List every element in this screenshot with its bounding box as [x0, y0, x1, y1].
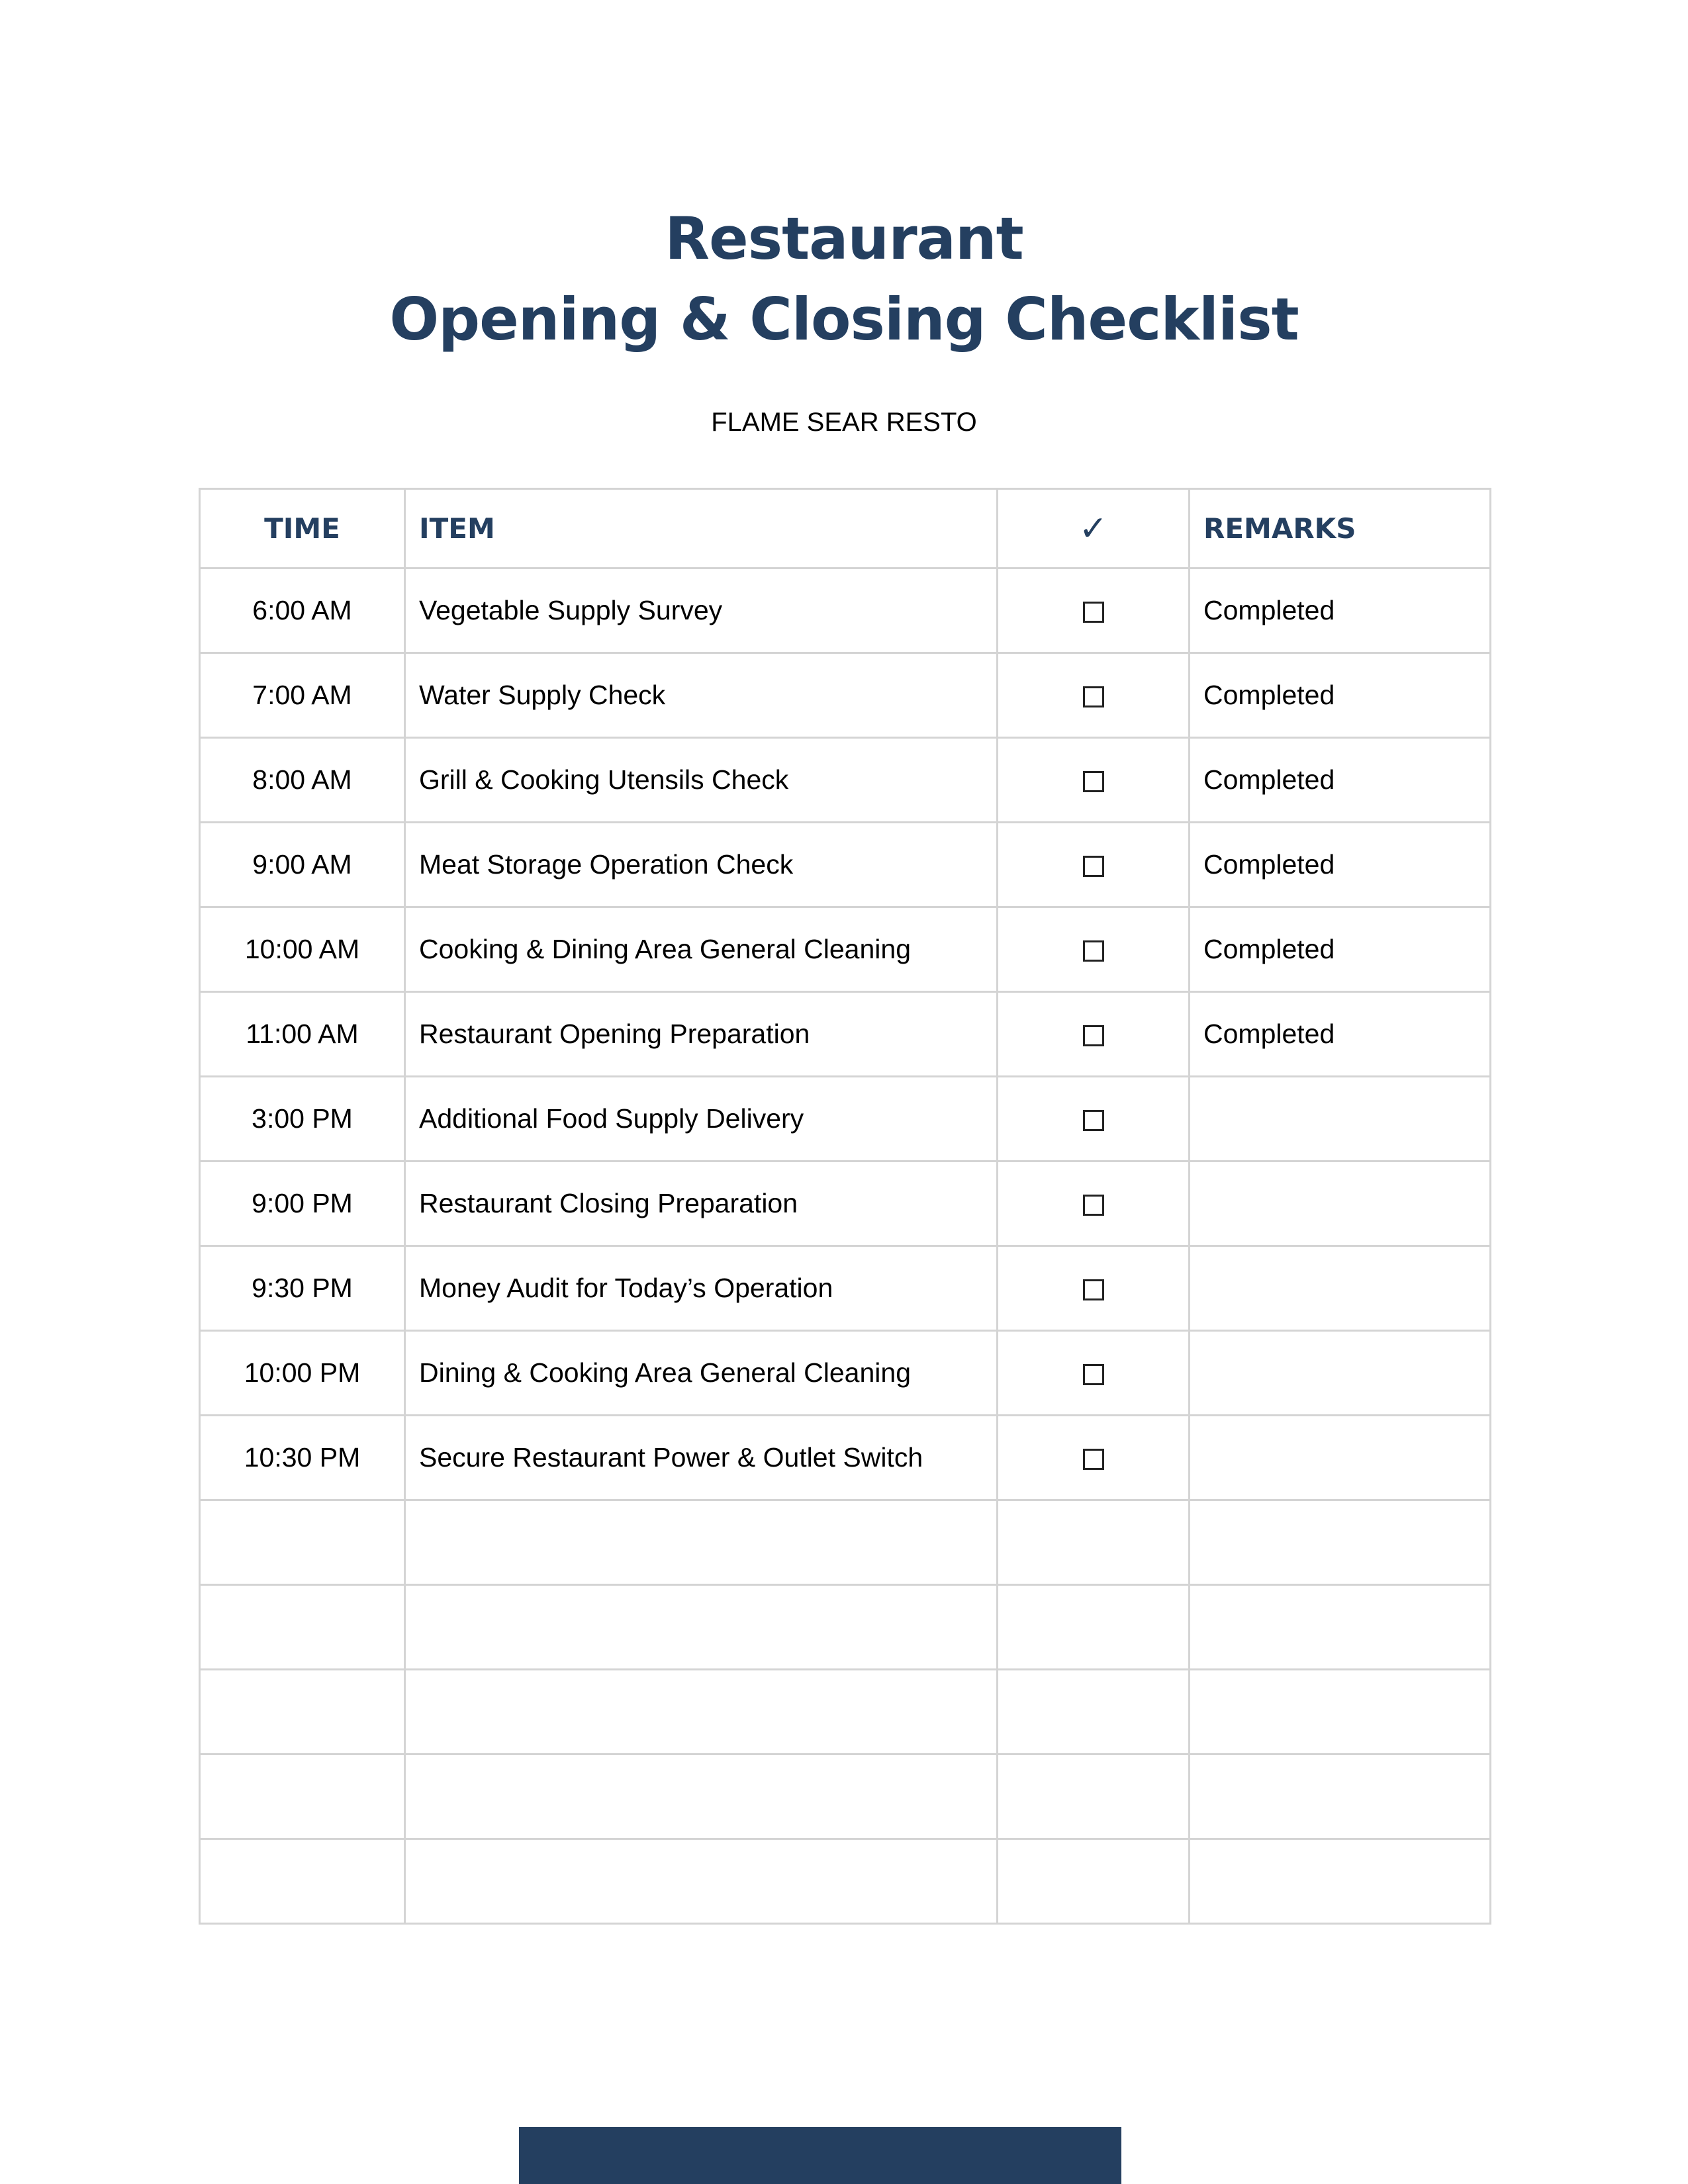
row-time: 9:00 PM: [200, 1161, 405, 1246]
header-row: [200, 489, 1491, 569]
row-check-cell: [998, 1670, 1190, 1754]
table-row: [200, 1331, 1491, 1416]
checkbox[interactable]: [1083, 1449, 1104, 1470]
table-row: [200, 1670, 1491, 1754]
title-line-1: Restaurant: [665, 205, 1023, 273]
checkbox[interactable]: [1083, 1279, 1104, 1300]
row-time: 3:00 PM: [200, 1077, 405, 1161]
row-time: 8:00 AM: [200, 738, 405, 823]
table-row: [200, 738, 1491, 823]
table-row: [200, 1839, 1491, 1924]
row-item: Restaurant Closing Preparation: [405, 1161, 998, 1246]
table-row: [200, 1246, 1491, 1331]
checkbox[interactable]: [1083, 1025, 1104, 1046]
row-remarks: Completed: [1190, 907, 1491, 992]
document-title: [0, 199, 1688, 360]
row-remarks: Completed: [1190, 823, 1491, 907]
table-row: [200, 907, 1491, 992]
row-item: Restaurant Opening Preparation: [405, 992, 998, 1077]
row-item: [405, 1670, 998, 1754]
row-item: Meat Storage Operation Check: [405, 823, 998, 907]
row-item: Water Supply Check: [405, 653, 998, 738]
row-item: Money Audit for Today’s Operation: [405, 1246, 998, 1331]
row-remarks: [1190, 1077, 1491, 1161]
checkbox[interactable]: [1083, 1364, 1104, 1385]
row-remarks: [1190, 1754, 1491, 1839]
header-check-icon: ✓: [998, 489, 1190, 569]
row-item: Additional Food Supply Delivery: [405, 1077, 998, 1161]
table-header: [200, 489, 1491, 569]
row-check-cell: [998, 1416, 1190, 1500]
checkbox[interactable]: [1083, 686, 1104, 707]
row-remarks: Completed: [1190, 992, 1491, 1077]
row-item: [405, 1585, 998, 1670]
row-check-cell: [998, 1754, 1190, 1839]
row-check-cell: [998, 823, 1190, 907]
table-row: [200, 1500, 1491, 1585]
row-remarks: [1190, 1500, 1491, 1585]
row-item: [405, 1839, 998, 1924]
row-remarks: [1190, 1839, 1491, 1924]
row-time: [200, 1585, 405, 1670]
row-remarks: [1190, 1670, 1491, 1754]
row-check-cell: [998, 569, 1190, 653]
table-row: [200, 1585, 1491, 1670]
table-row: [200, 1416, 1491, 1500]
row-time: [200, 1670, 405, 1754]
table-row: [200, 992, 1491, 1077]
row-item: Secure Restaurant Power & Outlet Switch: [405, 1416, 998, 1500]
checkbox[interactable]: [1083, 856, 1104, 877]
row-time: 9:30 PM: [200, 1246, 405, 1331]
row-time: 10:30 PM: [200, 1416, 405, 1500]
header-remarks: REMARKS: [1190, 489, 1491, 569]
row-check-cell: [998, 653, 1190, 738]
row-check-cell: [998, 1077, 1190, 1161]
row-time: 6:00 AM: [200, 569, 405, 653]
row-check-cell: [998, 1161, 1190, 1246]
checkbox[interactable]: [1083, 940, 1104, 962]
row-remarks: [1190, 1585, 1491, 1670]
row-remarks: [1190, 1161, 1491, 1246]
row-check-cell: [998, 1585, 1190, 1670]
row-time: [200, 1839, 405, 1924]
table-row: [200, 1077, 1491, 1161]
row-item: Vegetable Supply Survey: [405, 569, 998, 653]
row-remarks: Completed: [1190, 569, 1491, 653]
row-item: [405, 1500, 998, 1585]
table-row: [200, 569, 1491, 653]
row-time: [200, 1754, 405, 1839]
table-row: [200, 1161, 1491, 1246]
row-item: [405, 1754, 998, 1839]
header-item: ITEM: [405, 489, 998, 569]
row-check-cell: [998, 1500, 1190, 1585]
row-check-cell: [998, 1331, 1190, 1416]
table-row: [200, 653, 1491, 738]
row-time: 10:00 PM: [200, 1331, 405, 1416]
row-item: Cooking & Dining Area General Cleaning: [405, 907, 998, 992]
header-time: TIME: [200, 489, 405, 569]
row-time: 9:00 AM: [200, 823, 405, 907]
table-row: [200, 1754, 1491, 1839]
row-time: 11:00 AM: [200, 992, 405, 1077]
row-time: 7:00 AM: [200, 653, 405, 738]
footer-bar: [519, 2127, 1121, 2184]
table-body: [200, 569, 1491, 1924]
checkbox[interactable]: [1083, 1110, 1104, 1131]
row-check-cell: [998, 1839, 1190, 1924]
row-check-cell: [998, 992, 1190, 1077]
row-check-cell: [998, 1246, 1190, 1331]
row-remarks: [1190, 1246, 1491, 1331]
restaurant-name: FLAME SEAR RESTO: [711, 408, 977, 437]
title-line-2: Opening & Closing Checklist: [389, 285, 1299, 353]
row-time: [200, 1500, 405, 1585]
row-remarks: [1190, 1331, 1491, 1416]
checkbox[interactable]: [1083, 771, 1104, 792]
checkbox[interactable]: [1083, 602, 1104, 623]
row-item: Grill & Cooking Utensils Check: [405, 738, 998, 823]
checkbox[interactable]: [1083, 1195, 1104, 1216]
row-check-cell: [998, 907, 1190, 992]
row-remarks: [1190, 1416, 1491, 1500]
checklist-table: [199, 488, 1491, 1925]
row-time: 10:00 AM: [200, 907, 405, 992]
row-item: Dining & Cooking Area General Cleaning: [405, 1331, 998, 1416]
row-remarks: Completed: [1190, 738, 1491, 823]
row-remarks: Completed: [1190, 653, 1491, 738]
row-check-cell: [998, 738, 1190, 823]
table-row: [200, 823, 1491, 907]
